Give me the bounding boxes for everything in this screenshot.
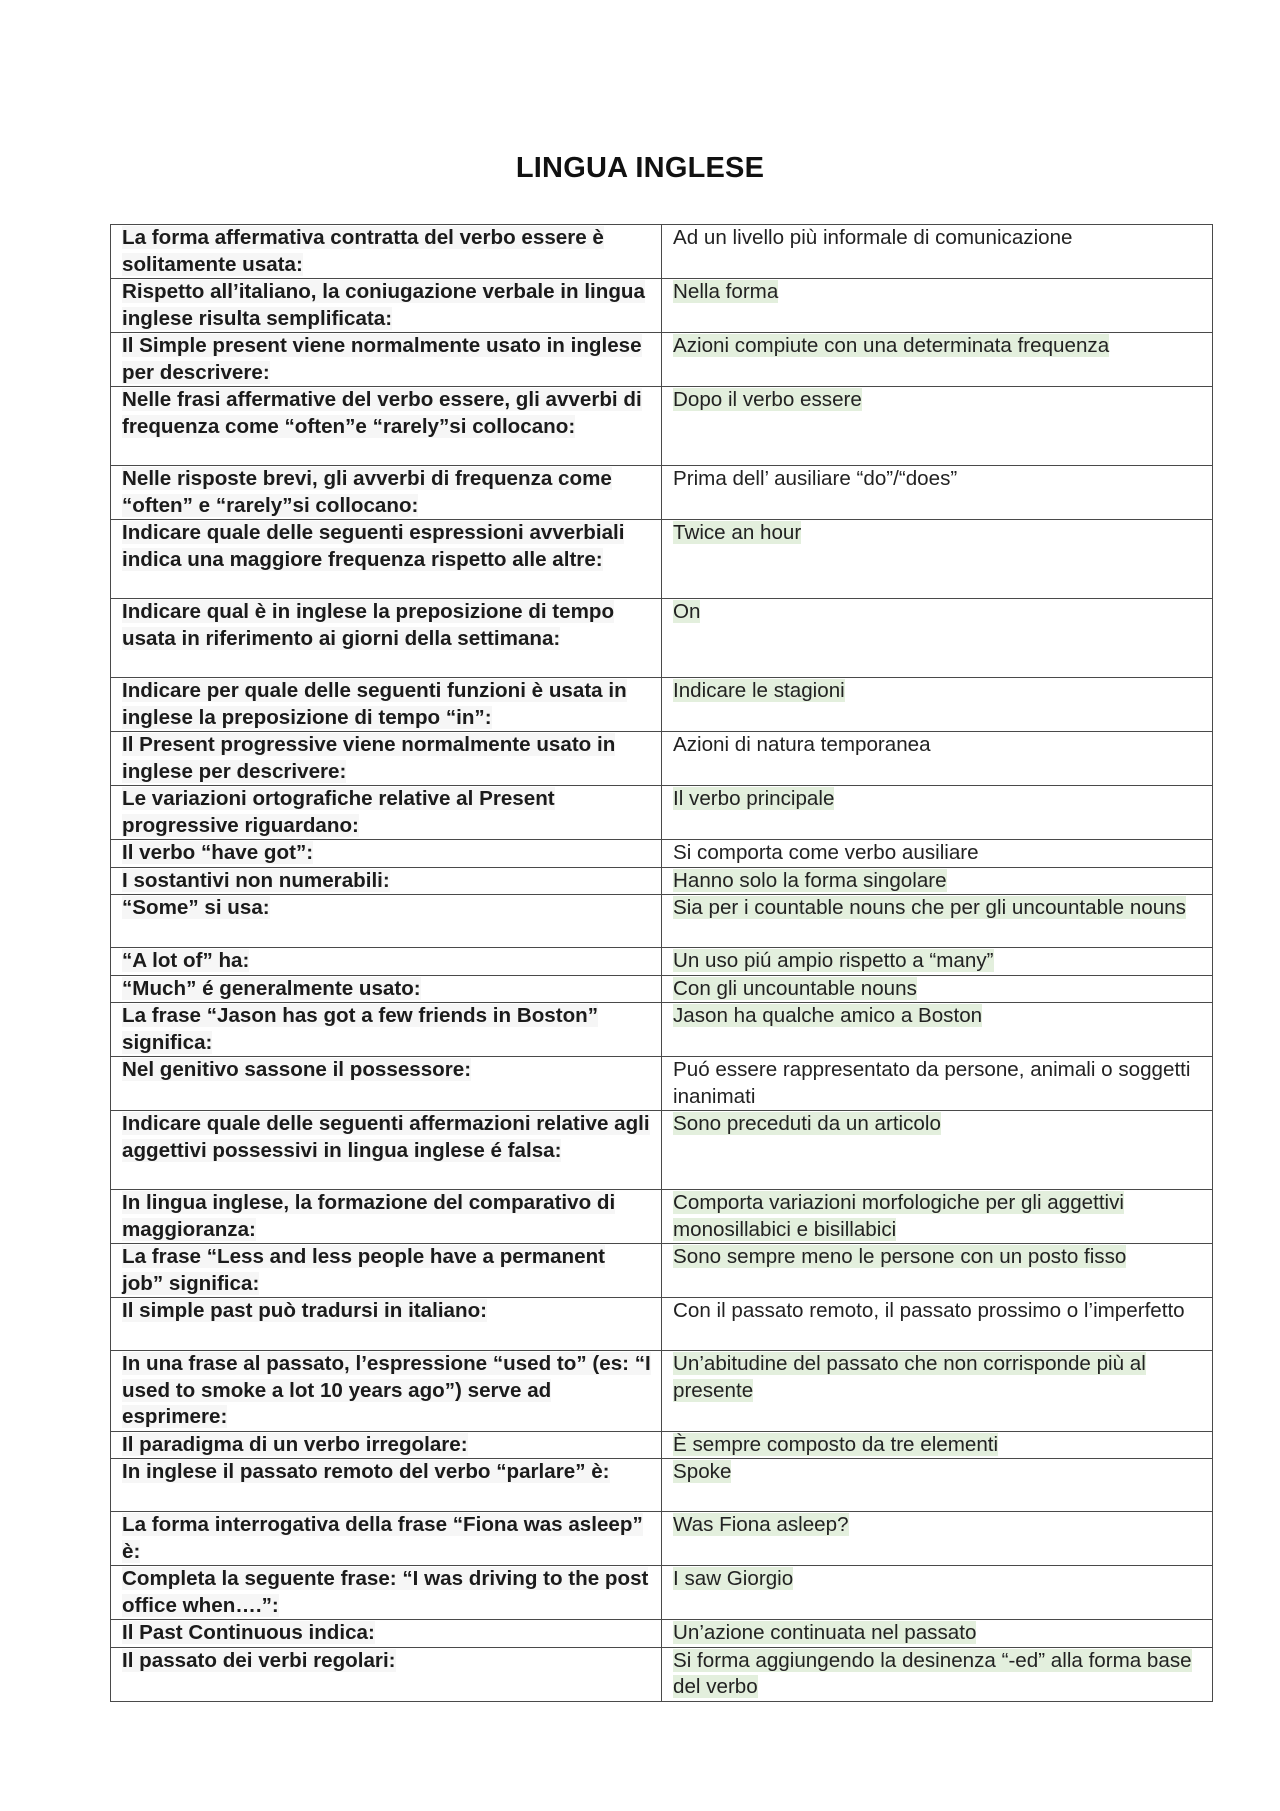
question-text: In inglese il passato remoto del verbo “parlare” è: [122, 1460, 610, 1483]
table-row [111, 1647, 1213, 1701]
table-row [111, 1566, 1213, 1620]
answer-cell [662, 867, 1213, 895]
question-cell [111, 867, 662, 895]
answer-text-highlighted: Nella forma [673, 280, 779, 303]
answer-text-highlighted: Hanno solo la forma singolare [673, 868, 947, 892]
question-cell [111, 387, 662, 466]
answer-cell [662, 1512, 1213, 1566]
answer-cell [662, 387, 1213, 466]
answer-cell [662, 1351, 1213, 1432]
table-row [111, 1057, 1213, 1111]
question-cell [111, 678, 662, 732]
table-row [111, 786, 1213, 840]
question-cell [111, 466, 662, 520]
answer-cell [662, 1190, 1213, 1244]
table-row [111, 225, 1213, 279]
question-text: In una frase al passato, l’espressione “used to” (es: “I used to smoke a lot 10 years ago”) serve ad esprimere: [122, 1352, 651, 1428]
question-cell [111, 732, 662, 786]
question-cell [111, 225, 662, 279]
question-cell [111, 1111, 662, 1190]
question-text: Le variazioni ortografiche relative al Present progressive riguardano: [122, 787, 555, 837]
question-text: Indicare quale delle seguenti affermazioni relative agli aggettivi possessivi in lingua inglese é falsa: [122, 1112, 650, 1162]
question-text: I sostantivi non numerabili: [122, 868, 390, 892]
answer-text: Puó essere rappresentato da persone, animali o soggetti inanimati [673, 1058, 1191, 1108]
question-cell [111, 840, 662, 868]
question-text: Nelle risposte brevi, gli avverbi di frequenza come “often” e “rarely”si collocano: [122, 467, 612, 517]
answer-cell [662, 333, 1213, 387]
table-row [111, 1620, 1213, 1648]
qa-table [110, 224, 1213, 1702]
question-cell [111, 1298, 662, 1351]
question-cell [111, 520, 662, 599]
question-text: “Some” si usa: [122, 896, 270, 919]
answer-cell [662, 520, 1213, 599]
answer-text-highlighted: È sempre composto da tre elementi [673, 1432, 999, 1456]
answer-cell [662, 1298, 1213, 1351]
question-cell [111, 1244, 662, 1298]
answer-text-highlighted: Dopo il verbo essere [673, 388, 862, 411]
answer-text-highlighted: Was Fiona asleep? [673, 1513, 849, 1536]
answer-cell [662, 1459, 1213, 1512]
answer-text-highlighted: Si forma aggiungendo la desinenza “-ed” alla forma base del verbo [673, 1648, 1192, 1698]
question-text: Il paradigma di un verbo irregolare: [122, 1432, 468, 1456]
table-row [111, 279, 1213, 333]
question-cell [111, 1566, 662, 1620]
table-row [111, 895, 1213, 948]
answer-text-highlighted: Un’azione continuata nel passato [673, 1621, 977, 1644]
question-cell [111, 948, 662, 976]
question-text: La frase “Jason has got a few friends in Boston” significa: [122, 1004, 599, 1054]
table-row [111, 948, 1213, 976]
table-row [111, 1298, 1213, 1351]
question-cell [111, 786, 662, 840]
answer-cell [662, 279, 1213, 333]
table-row [111, 867, 1213, 895]
question-text: Indicare qual è in inglese la preposizione di tempo usata in riferimento ai giorni della settimana: [122, 600, 615, 650]
table-row [111, 1351, 1213, 1432]
answer-cell [662, 1566, 1213, 1620]
table-row [111, 840, 1213, 868]
table-row [111, 1459, 1213, 1512]
page-title: LINGUA INGLESE [515, 152, 765, 184]
answer-cell [662, 225, 1213, 279]
answer-text: Si comporta come verbo ausiliare [673, 841, 979, 864]
answer-cell [662, 1647, 1213, 1701]
question-text: “A lot of” ha: [122, 949, 250, 972]
table-row [111, 975, 1213, 1003]
answer-cell [662, 948, 1213, 976]
answer-cell [662, 1431, 1213, 1459]
table-row [111, 1190, 1213, 1244]
question-text: Indicare per quale delle seguenti funzioni è usata in inglese la preposizione di tempo “in”: [122, 679, 627, 729]
question-text: Indicare quale delle seguenti espressioni avverbiali indica una maggiore frequenza rispetto alle altre: [122, 521, 625, 571]
question-text: Rispetto all’italiano, la coniugazione verbale in lingua inglese risulta semplificata: [122, 280, 645, 330]
question-text: “Much” é generalmente usato: [122, 976, 421, 1000]
answer-text: Con il passato remoto, il passato prossimo o l’imperfetto [673, 1299, 1185, 1322]
answer-cell [662, 1244, 1213, 1298]
question-cell [111, 1620, 662, 1648]
answer-text-highlighted: Twice an hour [673, 521, 802, 544]
question-cell [111, 279, 662, 333]
table-row [111, 1111, 1213, 1190]
answer-cell [662, 895, 1213, 948]
answer-text: Azioni di natura temporanea [673, 733, 931, 756]
answer-cell [662, 732, 1213, 786]
table-row [111, 1431, 1213, 1459]
answer-text-highlighted: Azioni compiute con una determinata frequenza [673, 334, 1110, 357]
question-text: Nelle frasi affermative del verbo essere, gli avverbi di frequenza come “often”e “rarely”si collocano: [122, 388, 642, 438]
answer-cell [662, 786, 1213, 840]
table-row [111, 466, 1213, 520]
answer-text-highlighted: Il verbo principale [673, 787, 835, 810]
question-text: Completa la seguente frase: “I was driving to the post office when….”: [122, 1567, 649, 1617]
answer-cell [662, 1111, 1213, 1190]
table-row [111, 333, 1213, 387]
answer-text: Ad un livello più informale di comunicazione [673, 226, 1073, 249]
question-cell [111, 1512, 662, 1566]
answer-text-highlighted: I saw Giorgio [673, 1567, 794, 1590]
answer-cell [662, 1003, 1213, 1057]
answer-text-highlighted: Jason ha qualche amico a Boston [673, 1004, 983, 1027]
question-cell [111, 1190, 662, 1244]
table-row [111, 1512, 1213, 1566]
question-text: La frase “Less and less people have a permanent job” significa: [122, 1245, 606, 1295]
question-text: Il passato dei verbi regolari: [122, 1648, 396, 1672]
answer-text-highlighted: Spoke [673, 1460, 732, 1483]
question-text: La forma interrogativa della frase “Fiona was asleep” è: [122, 1513, 643, 1563]
answer-text-highlighted: Un uso piú ampio rispetto a “many” [673, 949, 994, 972]
answer-text-highlighted: Con gli uncountable nouns [673, 976, 917, 1000]
question-cell [111, 333, 662, 387]
question-cell [111, 1459, 662, 1512]
table-row [111, 387, 1213, 466]
qa-table-body [111, 225, 1213, 1702]
question-text: In lingua inglese, la formazione del comparativo di maggioranza: [122, 1191, 616, 1241]
answer-text-highlighted: Un’abitudine del passato che non corrisponde più al presente [673, 1352, 1146, 1402]
table-row [111, 678, 1213, 732]
answer-cell [662, 466, 1213, 520]
table-row [111, 1003, 1213, 1057]
question-text: Il Past Continuous indica: [122, 1621, 375, 1644]
question-text: Il Simple present viene normalmente usato in inglese per descrivere: [122, 334, 642, 384]
answer-cell [662, 599, 1213, 678]
table-row [111, 732, 1213, 786]
answer-text-highlighted: Sono preceduti da un articolo [673, 1112, 941, 1135]
question-cell [111, 1647, 662, 1701]
question-cell [111, 1351, 662, 1432]
question-text: Il Present progressive viene normalmente usato in inglese per descrivere: [122, 733, 616, 783]
question-cell [111, 1431, 662, 1459]
question-text: Nel genitivo sassone il possessore: [122, 1058, 472, 1081]
answer-text: Prima dell’ ausiliare “do”/“does” [673, 467, 958, 490]
question-cell [111, 599, 662, 678]
question-text: Il verbo “have got”: [122, 841, 314, 864]
table-row [111, 1244, 1213, 1298]
answer-text-highlighted: Sono sempre meno le persone con un posto fisso [673, 1245, 1127, 1268]
answer-cell [662, 678, 1213, 732]
answer-text-highlighted: Sia per i countable nouns che per gli uncountable nouns [673, 896, 1186, 919]
question-text: La forma affermativa contratta del verbo essere è solitamente usata: [122, 226, 604, 276]
answer-text-highlighted: Indicare le stagioni [673, 679, 845, 702]
question-text: Il simple past può tradursi in italiano: [122, 1299, 488, 1322]
answer-cell [662, 975, 1213, 1003]
table-row [111, 599, 1213, 678]
answer-cell [662, 840, 1213, 868]
question-cell [111, 975, 662, 1003]
table-row [111, 520, 1213, 599]
answer-text-highlighted: On [673, 600, 701, 623]
question-cell [111, 1003, 662, 1057]
question-cell [111, 1057, 662, 1111]
answer-cell [662, 1057, 1213, 1111]
answer-cell [662, 1620, 1213, 1648]
answer-text-highlighted: Comporta variazioni morfologiche per gli aggettivi monosillabici e bisillabici [673, 1191, 1124, 1241]
question-cell [111, 895, 662, 948]
